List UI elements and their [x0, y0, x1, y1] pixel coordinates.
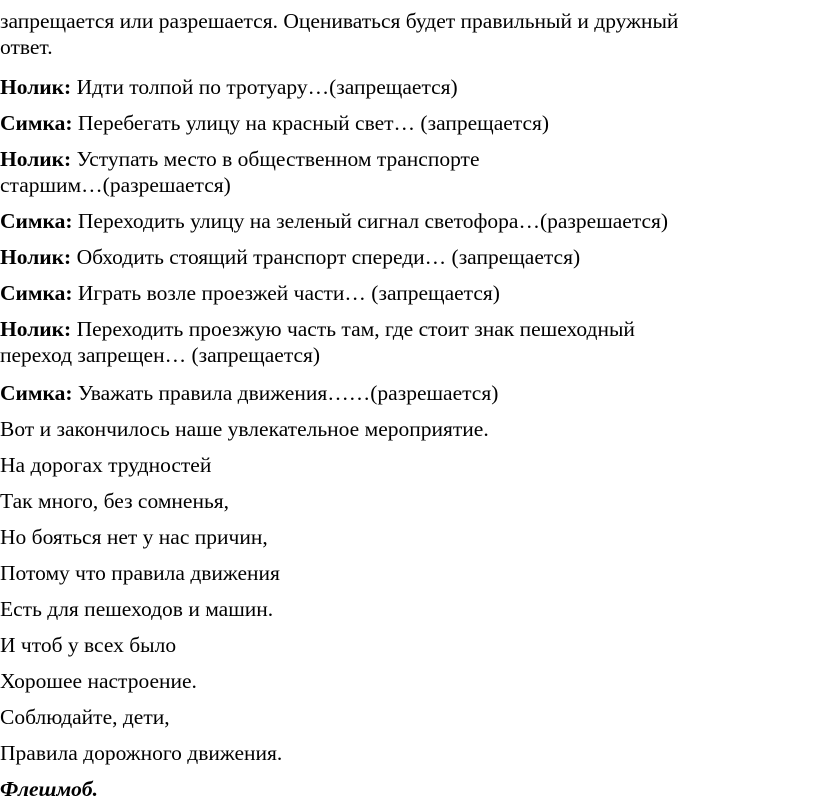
dialogue-line [0, 316, 800, 368]
speaker-label: Нолик: [0, 245, 72, 269]
speaker-label: Симка: [0, 209, 73, 233]
poem-line: Правила дорожного движения. [0, 741, 283, 765]
dialogue-text: Перебегать улицу на красный свет… (запрещается) [77, 111, 550, 135]
poem-line: Потому что правила движения [0, 561, 280, 585]
intro-line-2: ответ. [0, 35, 53, 59]
speaker-label: Симка: [0, 281, 73, 305]
speaker-label: Нолик: [0, 317, 72, 341]
dialogue-text: Обходить стоящий транспорт спереди… (запрещается) [76, 245, 581, 269]
dialogue-text: Играть возле проезжей части… (запрещается) [77, 281, 500, 305]
poem-line: На дорогах трудностей [0, 453, 212, 477]
closing-line: Вот и закончилось наше увлекательное мероприятие. [0, 417, 489, 441]
poem-line: И чтоб у всех было [0, 633, 177, 657]
poem-line: Но бояться нет у нас причин, [0, 525, 268, 549]
section-heading-flashmob: Флешмоб. [0, 777, 99, 801]
dialogue-text: Переходить улицу на зеленый сигнал светофора…(разрешается) [77, 209, 669, 233]
speaker-label: Симка: [0, 111, 73, 135]
dialogue-line [0, 110, 800, 136]
dialogue-text-continued: старшим…(разрешается) [0, 173, 231, 197]
dialogue-text-continued: переход запрещен… (запрещается) [0, 343, 321, 367]
speaker-label: Симка: [0, 381, 73, 405]
poem-line: Так много, без сомненья, [0, 489, 230, 513]
dialogue-text: Уступать место в общественном транспорте [76, 147, 480, 171]
speaker-label: Нолик: [0, 75, 72, 99]
intro-line-1: запрещается или разрешается. Оцениваться будет правильный и дружный [0, 9, 679, 33]
poem-line: Есть для пешеходов и машин. [0, 597, 274, 621]
dialogue-line [0, 244, 800, 270]
dialogue-line [0, 146, 800, 198]
dialogue-text: Переходить проезжую часть там, где стоит знак пешеходный [76, 317, 635, 341]
poem-line: Хорошее настроение. [0, 669, 197, 693]
poem-line: Соблюдайте, дети, [0, 705, 170, 729]
dialogue-line [0, 74, 800, 100]
dialogue-text: Идти толпой по тротуару…(запрещается) [76, 75, 458, 99]
speaker-label: Нолик: [0, 147, 72, 171]
dialogue-line [0, 280, 800, 306]
intro-paragraph [0, 8, 800, 60]
dialogue-line [0, 380, 800, 406]
dialogue-text: Уважать правила движения……(разрешается) [77, 381, 499, 405]
dialogue-line [0, 208, 800, 234]
